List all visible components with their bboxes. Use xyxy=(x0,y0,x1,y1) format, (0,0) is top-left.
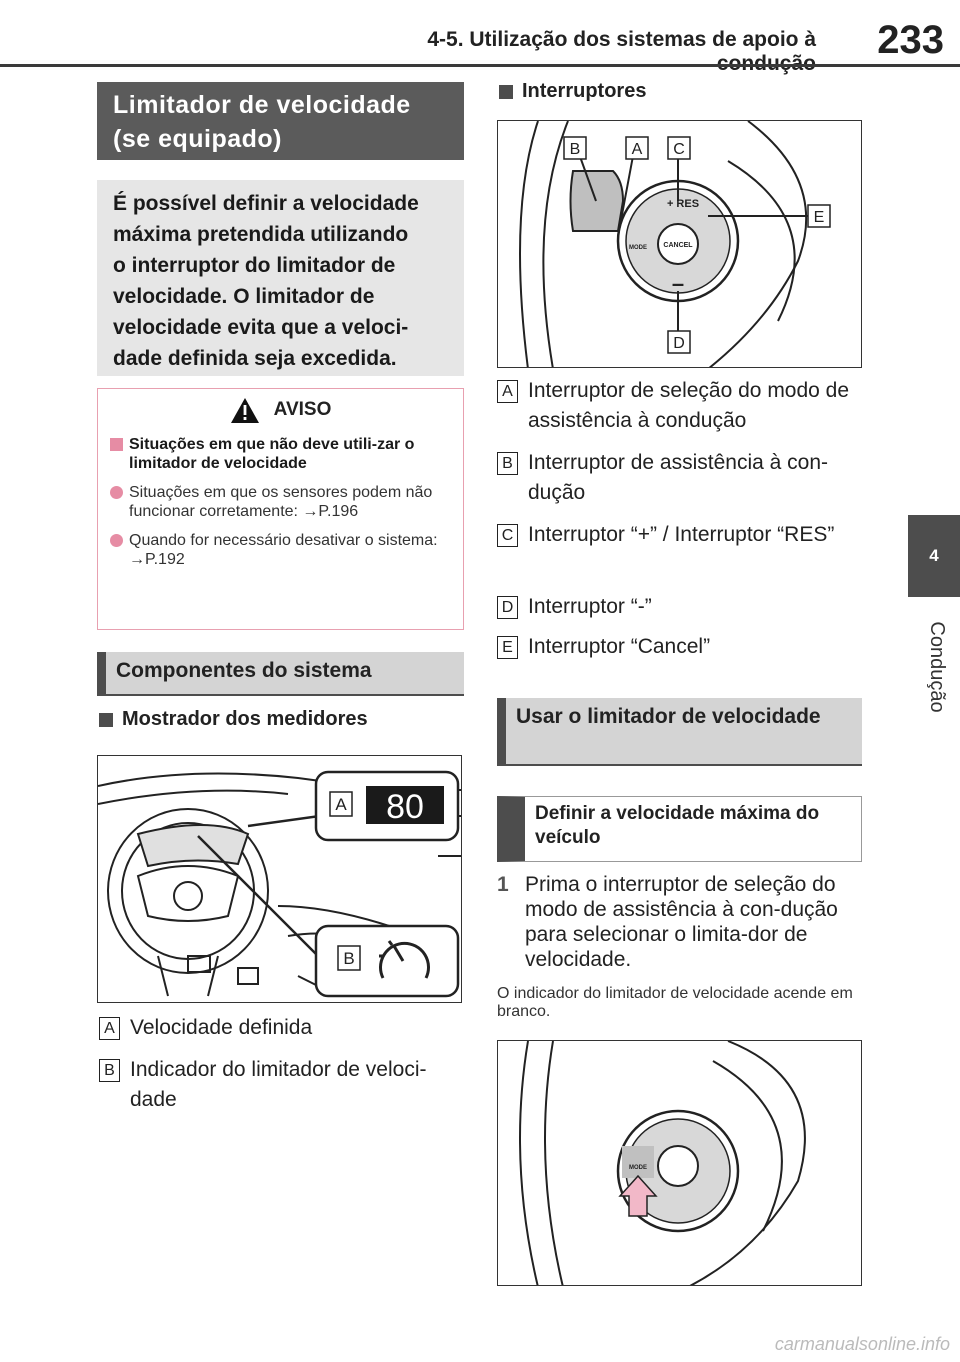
warning-box xyxy=(97,388,464,630)
res-text: + RES xyxy=(666,198,700,210)
mode-button-illustration xyxy=(498,1041,862,1286)
warning-heading xyxy=(110,435,451,473)
step-1 xyxy=(497,872,857,972)
footer-watermark: carmanualsonline.info xyxy=(774,1334,950,1354)
meters-subheading xyxy=(99,708,368,731)
minus-text: – xyxy=(671,271,685,296)
switch-label-b xyxy=(497,448,857,508)
label-marker: C xyxy=(497,524,518,547)
chapter-label: Condução xyxy=(926,621,948,713)
title-box xyxy=(97,82,464,160)
switch-label-text: Interruptor de seleção do modo de assistência à condução xyxy=(528,379,850,432)
callout-a-letter: A xyxy=(335,795,347,814)
intro-line: velocidade evita que a veloci- xyxy=(113,316,409,339)
circle-bullet-icon xyxy=(110,534,123,547)
warning-item xyxy=(110,531,451,569)
label-marker: E xyxy=(497,636,518,659)
switch-label-text: Interruptor de assistência à con-dução xyxy=(528,451,828,504)
intro-line: É possível definir a velocidade xyxy=(113,192,419,215)
label-marker: B xyxy=(497,452,518,475)
circle-bullet-icon xyxy=(110,486,123,499)
switch-label-text: Interruptor “+” / Interruptor “RES” xyxy=(528,523,835,546)
warning-body xyxy=(98,431,463,569)
switches-subheading xyxy=(499,80,646,103)
intro-line: velocidade. O limitador de xyxy=(113,285,375,308)
speed-value: 80 xyxy=(386,788,424,826)
callout-letter: E xyxy=(813,209,825,226)
warning-heading-text: Situações em que não deve utili-zar o limitador de velocidade xyxy=(129,436,415,472)
switch-label-c xyxy=(497,520,857,550)
square-bullet-icon xyxy=(99,713,113,727)
label-marker: B xyxy=(99,1059,120,1082)
warning-item-text[interactable]: Quando for necessário desativar o sistema: →P.192 xyxy=(129,532,438,568)
intro-line: máxima pretendida utilizando xyxy=(113,223,409,246)
dashboard-figure xyxy=(97,755,462,1003)
warning-item-text[interactable]: Situações em que os sensores podem não funcionar corretamente: →P.196 xyxy=(129,484,433,520)
dashboard-illustration xyxy=(98,756,462,1003)
mode-text: MODE xyxy=(629,245,647,251)
warning-item xyxy=(110,483,451,521)
step-note: O indicador do limitador de velocidade acende em branco. xyxy=(497,985,853,1020)
dash-label-text: Indicador do limitador de veloci-dade xyxy=(130,1058,427,1111)
square-bullet-icon xyxy=(110,438,123,451)
warning-title: AVISO xyxy=(273,399,332,420)
switch-label-a xyxy=(497,376,857,436)
warning-header xyxy=(98,389,463,431)
dash-label-text: Velocidade definida xyxy=(130,1016,313,1039)
dash-label-a xyxy=(99,1013,464,1043)
section-components-heading: Componentes do sistema xyxy=(97,652,464,696)
steering-switch-illustration xyxy=(498,121,862,368)
switch-label-d xyxy=(497,592,857,622)
section-header-title: 4-5. Utilização dos sistemas de apoio à xyxy=(427,28,816,51)
title-line-1: Limitador de velocidade xyxy=(113,91,411,119)
page-number: 233 xyxy=(877,18,944,62)
chapter-tab[interactable]: 4 xyxy=(908,515,960,597)
step-text: Prima o interruptor de seleção do modo de assistência à con-dução para selecionar o limita-dor de velocidade. xyxy=(525,873,838,971)
square-bullet-icon xyxy=(499,85,513,99)
callout-letter: A xyxy=(631,141,643,158)
intro-line: o interruptor do limitador de xyxy=(113,254,396,277)
label-marker: A xyxy=(99,1017,120,1040)
switch-label-text: Interruptor “Cancel” xyxy=(528,635,711,658)
header-rule xyxy=(0,64,960,67)
callout-letter: C xyxy=(673,141,685,158)
intro-line: dade definida seja excedida. xyxy=(113,347,397,370)
mode-button-figure xyxy=(497,1040,862,1286)
switch-label-e xyxy=(497,632,857,662)
definir-subsection-heading: Definir a velocidade máxima do veículo xyxy=(497,796,862,862)
dash-label-b xyxy=(99,1055,464,1115)
label-marker: A xyxy=(497,380,518,403)
cancel-text: CANCEL xyxy=(663,242,693,249)
callout-letter: D xyxy=(673,335,685,352)
section-usar-heading: Usar o limitador de velocidade xyxy=(497,698,862,766)
title-line-2: (se equipado) xyxy=(113,125,283,153)
mode-text: MODE xyxy=(629,1165,647,1171)
callout-b-letter: B xyxy=(343,949,355,968)
switches-figure xyxy=(497,120,862,368)
switch-label-text: Interruptor “-” xyxy=(528,595,652,618)
meters-subheading-text: Mostrador dos medidores xyxy=(122,708,368,730)
callout-letter: B xyxy=(569,141,581,158)
step-number: 1 xyxy=(497,873,509,896)
warning-triangle-icon xyxy=(230,397,260,424)
switches-subheading-text: Interruptores xyxy=(522,80,647,102)
intro-box xyxy=(97,180,464,376)
label-marker: D xyxy=(497,596,518,619)
